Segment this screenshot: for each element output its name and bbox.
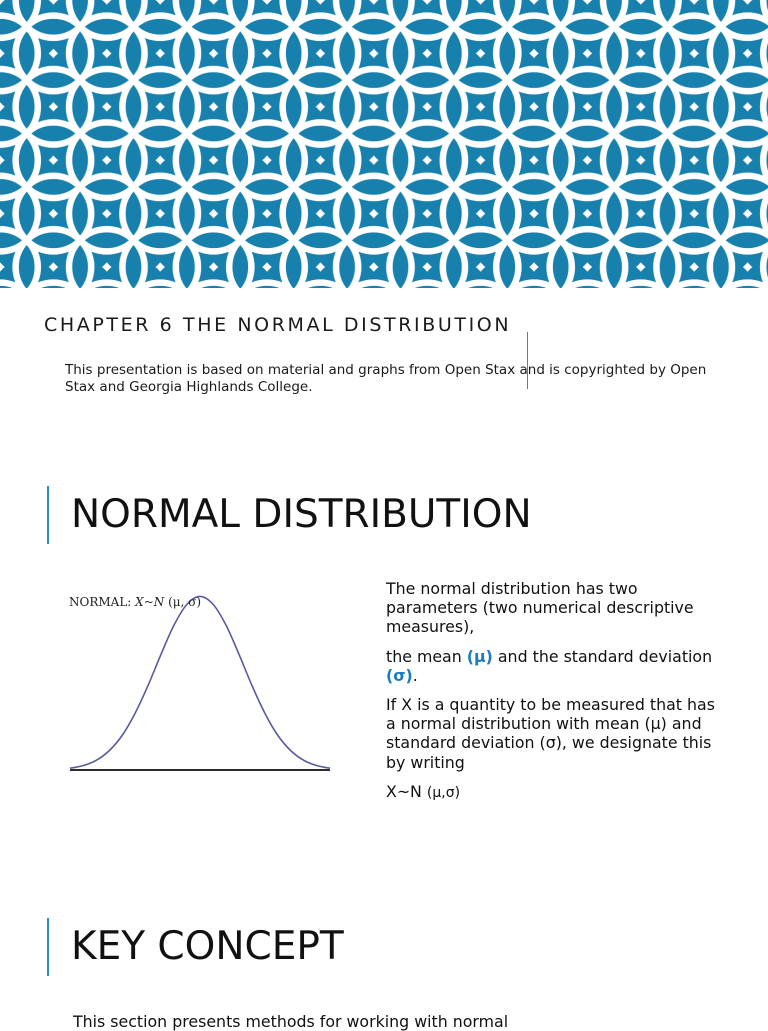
decorative-pattern-banner — [0, 0, 768, 288]
normal-curve-chart — [66, 588, 334, 774]
mean-text: the mean — [386, 646, 467, 666]
chart-title-function: X~N — [135, 595, 165, 609]
sd-text: and the standard deviation — [492, 646, 713, 666]
period: . — [412, 665, 418, 685]
normal-curve-line — [70, 596, 330, 768]
key-concept-heading: KEY CONCEPT — [71, 924, 344, 969]
chart-title-args: (μ, σ) — [164, 595, 202, 609]
key-concept-accent-bar — [47, 918, 49, 976]
key-concept-body: This section presents methods for working with normal — [73, 1012, 509, 1031]
normal-distribution-body — [386, 579, 716, 813]
notation-prefix: X~N — [386, 781, 427, 801]
chapter-title: CHAPTER 6 THE NORMAL DISTRIBUTION — [44, 314, 512, 336]
copyright-notice: This presentation is based on material and graphs from Open Stax and is copyrighted by Open Stax and Georgia Highlands College. — [65, 362, 707, 395]
parameters-paragraph: The normal distribution has two parameters (two numerical descriptive measures), — [386, 579, 694, 637]
chart-title-prefix: NORMAL: — [69, 595, 136, 609]
chart-title — [69, 595, 201, 609]
sigma-symbol: (σ) — [386, 665, 413, 685]
normal-distribution-accent-bar — [47, 486, 49, 544]
notation-paragraph — [386, 782, 716, 803]
designation-paragraph: If X is a quantity to be measured that has a normal distribution with mean (μ) and standard deviation (σ), we designate this by writing — [386, 695, 715, 772]
notation-args: (μ,σ) — [426, 784, 461, 801]
mean-sd-paragraph — [386, 647, 716, 685]
normal-distribution-heading: NORMAL DISTRIBUTION — [71, 492, 532, 537]
mu-symbol: (μ) — [466, 646, 493, 666]
